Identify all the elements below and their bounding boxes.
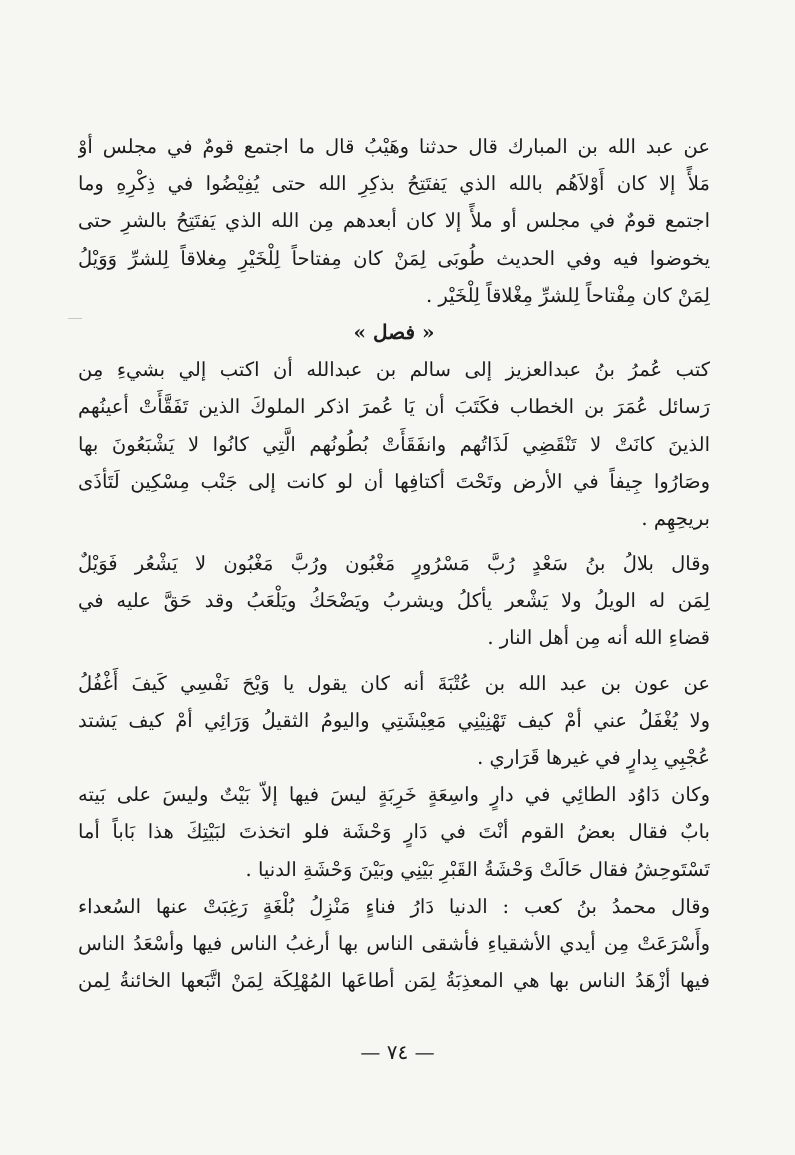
text-line: عُجْبِي بِدارٍ في غيرها قَرَاري . xyxy=(477,746,710,769)
page-text-block xyxy=(78,128,710,999)
text-line: لِمَنْ كان مِفْتاحاً لِلشرِّ مِغْلاقاً لِلْخَيْر . xyxy=(425,283,710,307)
text-line: رَسائل عُمَرَ بن الخطاب فكَتَبَ أن يَا عُمرَ اذكر الملوكَ الذين تَفَقَّأَتْ أعينُهم xyxy=(78,395,710,419)
text-line: عن عبد الله بن المبارك قال حدثنا وهَيْبُ قال ما اجتمع قومٌ في مجلس أوْ xyxy=(78,135,710,158)
text-line: يخوضوا فيه وفي الحديث طُوبَى لِمَنْ كان مِفتاحاً لِلْخَيْرِ مِغلاقاً لِلشرِّ وَوَيْلُ xyxy=(78,246,710,270)
text-line: تَسْتَوحِشُ فقال حَالَتْ وَحْشَةُ القَبْرِ بَيْنِي وبَيْنَ وَحْشَةِ الدنيا . xyxy=(245,857,710,881)
section-heading: « فصل » xyxy=(353,319,435,344)
text-line: الذينَ كانَتْ لا تَنْقَضِي لَذَاتُهم وانفَقَأَتْ بُطُونُهم الَّتِي كانُوا لا يَشْبَعُونَ بها xyxy=(78,432,710,456)
paragraph-gap xyxy=(78,537,710,545)
text-line: اجتمع قومٌ في مجلس أو ملأً إلا كان أبعدهم مِن الله الذي يَفتَتِحُ بالشرِ حتى xyxy=(78,209,710,233)
text-line: مَلأً إلا كان أَوْلاَهُم بالله الذي يَفتَتِحُ بذكِرِ الله حتى يُفِيْضُوا في ذِكْرِهِ وما xyxy=(78,172,710,196)
text-line: عن عون بن عبد الله بن عُتْبَةَ أنه كان يقول يا وَيْحَ نَفْسِي كَيفَ أَغْفُلُ xyxy=(78,671,710,695)
text-line: كتب عُمرُ بنُ عبدالعزيز إلى سالم بن عبدالله أن اكتب إلي بشيءِ مِن xyxy=(78,358,710,382)
text-line: قضاءِ الله أنه مِن أهل النار . xyxy=(487,626,710,650)
text-line: بابٌ فقال بعضُ القوم أنْتَ في دَارٍ وَحْشَة فلو اتخذتَ لبَيْتِكَ هذا بَاباً أما xyxy=(78,820,710,844)
text-line: وقال محمدُ بنُ كعب : الدنيا دَارُ فناءٍ مَنْزِلُ بُلْغَةٍ رَغِبَتْ عنها السُعداء xyxy=(78,894,710,918)
text-line: وقال بلالُ بنُ سَعْدٍ رُبَّ مَسْرُورٍ مَغْبُون ورُبَّ مَغْبُون لا يَشْعُر فَوَيْلٌ xyxy=(78,552,710,576)
paragraph-gap xyxy=(78,657,710,665)
text-line: ولا يُغْفَلُ عني أمْ كيف تَهْنِيْنِي مَعِيْشَتِي واليومُ الثقيلُ وَرَائِي أمْ كيف يَشتد xyxy=(78,708,710,732)
text-line: وأَسْرَعَتْ مِن أيدي الأشقياءِ فأشقى الناس بها أرغبُ الناس فيها وأسْعَدُ الناس xyxy=(78,931,710,955)
text-line: بريحِهِم . xyxy=(641,506,710,530)
page-number: — ٧٤ — xyxy=(360,1040,435,1064)
text-line: وصَارُوا جِيفاً في الأرض وتَحْتَ أكتافِها أن لو كانت إلى جَنْب مِسْكِين لَتَأذَى xyxy=(78,469,710,493)
text-line: لِمَن له الويلُ ولا يَشْعر يأكلُ ويشربُ ويَضْحَكُ ويَلْعَبُ وقد حَقَّ عليه في xyxy=(78,589,710,613)
text-line: فيها أزْهَدُ الناس بها هي المعذِبَةُ لِمَن أطاعَها المُهْلِكَة لِمَنْ اتَّبَعها الخائنةُ لِمن xyxy=(78,969,710,993)
text-line: وكان دَاوُد الطائِي في دارٍ واسِعَةٍ خَرِبَةٍ ليسَ فيها إلاّ بَيْتٌ وليسَ على بَيته xyxy=(78,783,710,807)
